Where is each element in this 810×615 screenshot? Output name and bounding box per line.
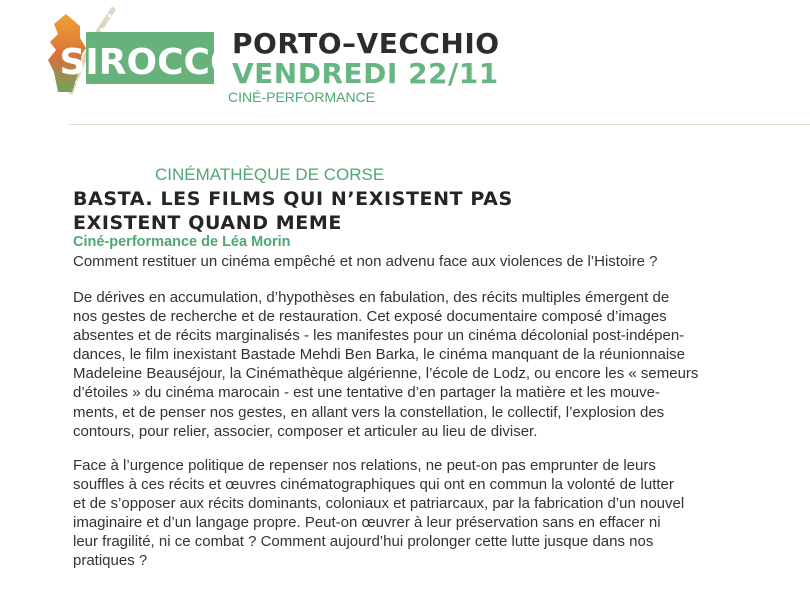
- paragraph-2: [73, 456, 803, 571]
- paragraph-line: De dérives en accumulation, d’hypothèses en fabulation, des récits multiples émergent de: [73, 289, 670, 306]
- paragraph-line: Madeleine Beauséjour, la Cinémathèque algérienne, l’école de Lodz, ou encore les « semeurs: [73, 365, 699, 383]
- paragraph-line: absentes et de récits marginalisés - les manifestes pour un cinéma décolonial post-indépen-: [73, 327, 685, 345]
- event-title-line: BASTA. LES FILMS QUI N’EXISTENT PAS: [73, 188, 513, 210]
- paragraph-1: [73, 288, 803, 441]
- event-place: PORTO–VECCHIO: [232, 27, 500, 60]
- paragraph-line: imaginaire et d’un langage propre. Peut-on œuvrer à leur préservation sans en effacer ni: [73, 514, 661, 532]
- logo-wordmark: SIROCCO: [59, 42, 241, 83]
- paragraph-line: contours, pour relier, associer, composer et articuler au lieu de diviser.: [73, 422, 538, 440]
- paragraph-line: dances, le film inexistant Bastade Mehdi Ben Barka, le cinéma manquant de la réunionnaise: [73, 346, 686, 364]
- paragraph-line: ments, et de penser nos gestes, en allant vers la constellation, le collectif, l’explosion des: [73, 403, 665, 421]
- event-title: [73, 187, 673, 235]
- paragraph-line: pratiques ?: [73, 552, 148, 570]
- divider: [68, 124, 810, 125]
- sirocco-logo: [42, 2, 241, 98]
- event-category: CINÉ-PERFORMANCE: [228, 89, 376, 105]
- intro-question: Comment restituer un cinéma empêché et non advenu face aux violences de l’Histoire ?: [73, 253, 658, 270]
- paragraph-line: d’étoiles » du cinéma marocain - est une tentative d’en partager la matière et les mouve-: [73, 384, 660, 402]
- paragraph-line: souffles à ces récits et œuvres cinématographiques qui ont en commun la volonté de lutter: [73, 476, 674, 494]
- event-date: VENDREDI 22/11: [232, 57, 499, 90]
- paragraph-line: nos gestes de recherche et de restauration. Cet exposé documentaire composé d’images: [73, 308, 667, 326]
- event-title-line: EXISTENT QUAND MEME: [73, 212, 342, 234]
- paragraph-line: et de s’opposer aux récits dominants, coloniaux et patriarcaux, par la fabrication d’un nouvel: [73, 495, 685, 513]
- event-subtitle: Ciné-performance de Léa Morin: [73, 234, 291, 250]
- paragraph-line: leur fragilité, ni ce combat ? Comment aujourd’hui prolonger cette lutte jusque dans nos: [73, 533, 654, 551]
- venue-name: CINÉMATHÈQUE DE CORSE: [155, 165, 385, 184]
- paragraph-line: Face à l’urgence politique de repenser nos relations, ne peut-on pas emprunter de leurs: [73, 457, 656, 474]
